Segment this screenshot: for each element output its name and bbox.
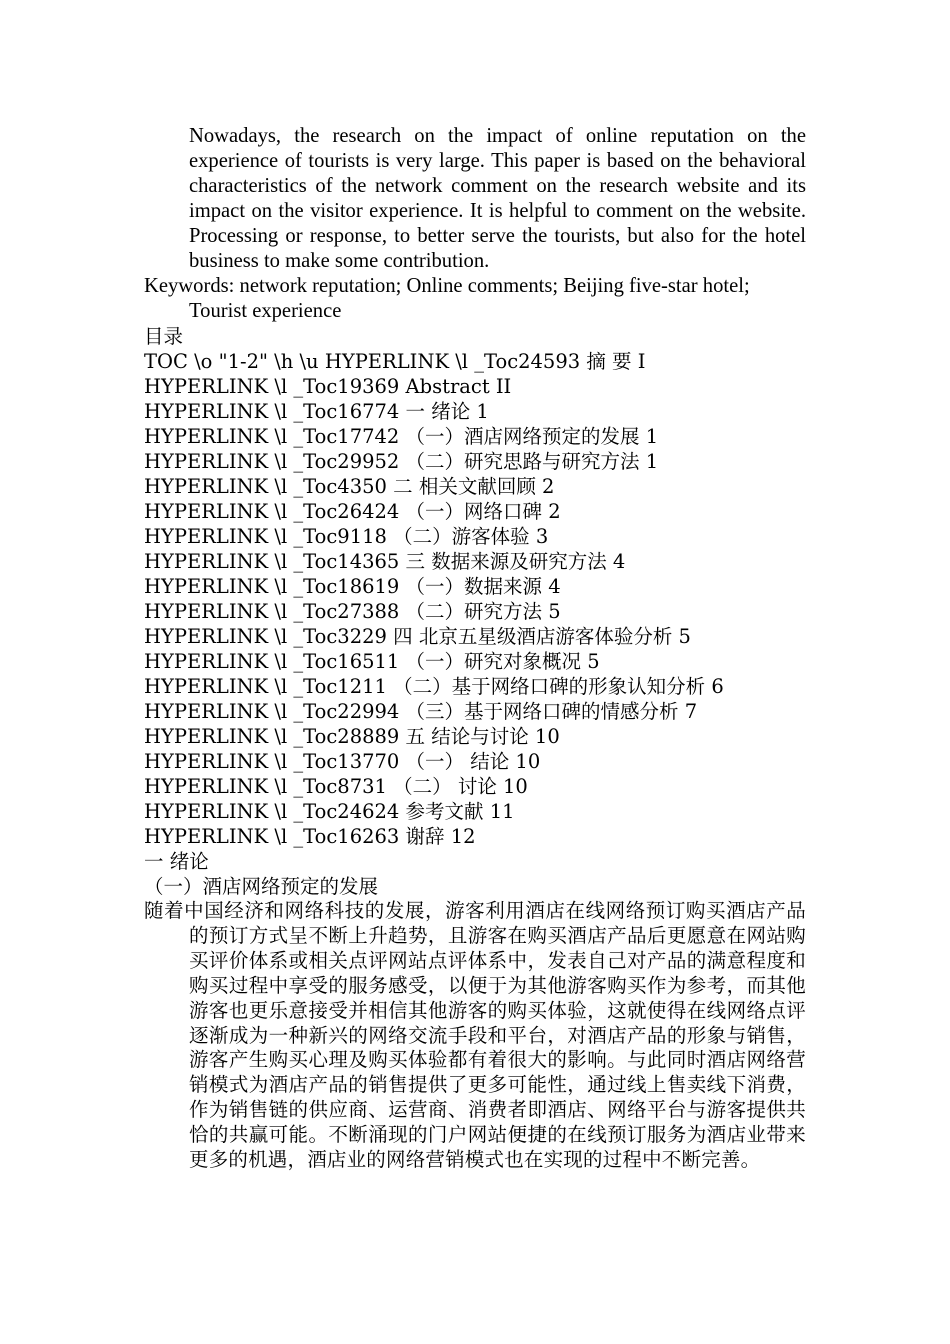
toc-entry[interactable]: HYPERLINK \l _Toc8731 （二） 讨论 10 [144,775,528,798]
toc-entry[interactable]: HYPERLINK \l _Toc28889 五 结论与讨论 10 [144,725,560,748]
toc-entry[interactable]: HYPERLINK \l _Toc16774 一 绪论 1 [144,400,489,423]
toc-entry[interactable]: HYPERLINK \l _Toc26424 （一）网络口碑 2 [144,500,561,523]
toc-entry[interactable]: HYPERLINK \l _Toc1211 （二）基于网络口碑的形象认知分析 6 [144,675,724,698]
abstract-paragraph: Nowadays, the research on the impact of online reputation on the experience of tourists is very large. This paper is based on the behavioral characteristics of the network comment on the research website and its impact on the visitor experience. It is helpful to comment on the website. Processing or response, to better serve the tourists, but also for the hotel business to make some contribution. [189,125,806,272]
toc-entry[interactable]: HYPERLINK \l _Toc9118 （二）游客体验 3 [144,525,549,548]
toc-entry[interactable]: HYPERLINK \l _Toc13770 （一） 结论 10 [144,750,541,773]
toc-entry[interactable]: HYPERLINK \l _Toc24624 参考文献 11 [144,800,515,823]
toc-entry[interactable]: HYPERLINK \l _Toc27388 （二）研究方法 5 [144,600,561,623]
toc-entry[interactable]: HYPERLINK \l _Toc29952 （二）研究思路与研究方法 1 [144,450,659,473]
toc-entry[interactable]: HYPERLINK \l _Toc14365 三 数据来源及研究方法 4 [144,550,626,573]
subsection-heading: （一）酒店网络预定的发展 [144,875,379,898]
body-paragraph: 随着中国经济和网络科技的发展，游客利用酒店在线网络预订购买酒店产品的预订方式呈不断上升趋势，且游客在购买酒店产品后更愿意在网站购买评价体系或相关点评网站点评体系中，发表自己对产品的满意程度和购买过程中享受的服务感受，以便于为其他游客购买作为参考，而其他游客也更乐意接受并相信其他游客的购买体验，这就使得在线网络点评逐渐成为一种新兴的网络交流手段和平台，对酒店产品的形象与销售，游客产生购买心理及购买体验都有着很大的影响。与此同时酒店网络营销模式为酒店产品的销售提供了更多可能性，通过线上售卖线下消费，作为销售链的供应商、运营商、消费者即酒店、网络平台与游客提供共恰的共赢可能。不断涌现的门户网站便捷的在线预订服务为酒店业带来更多的机遇，酒店业的网络营销模式也在实现的过程中不断完善。 [144,899,806,1172]
toc-entry[interactable]: HYPERLINK \l _Toc16263 谢辞 12 [144,825,476,848]
toc-entry[interactable]: TOC \o "1-2" \h \u HYPERLINK \l _Toc24593 摘 要 I [144,350,646,373]
toc-and-headings [144,324,824,899]
section-heading: 一 绪论 [144,850,209,873]
toc-entry[interactable]: HYPERLINK \l _Toc16511 （一）研究对象概况 5 [144,650,600,673]
keywords-paragraph: Keywords: network reputation; Online comments; Beijing five-star hotel; Tourist experience [144,275,750,322]
toc-entry[interactable]: HYPERLINK \l _Toc4350 二 相关文献回顾 2 [144,475,555,498]
toc-entry[interactable]: HYPERLINK \l _Toc19369 Abstract II [144,375,512,398]
toc-entry[interactable]: HYPERLINK \l _Toc3229 四 北京五星级酒店游客体验分析 5 [144,625,691,648]
toc-entry[interactable]: HYPERLINK \l _Toc18619 （一）数据来源 4 [144,575,561,598]
toc-entry[interactable]: HYPERLINK \l _Toc17742 （一）酒店网络预定的发展 1 [144,425,659,448]
toc-heading: 目录 [144,325,184,348]
toc-entry[interactable]: HYPERLINK \l _Toc22994 （三）基于网络口碑的情感分析 7 [144,700,698,723]
